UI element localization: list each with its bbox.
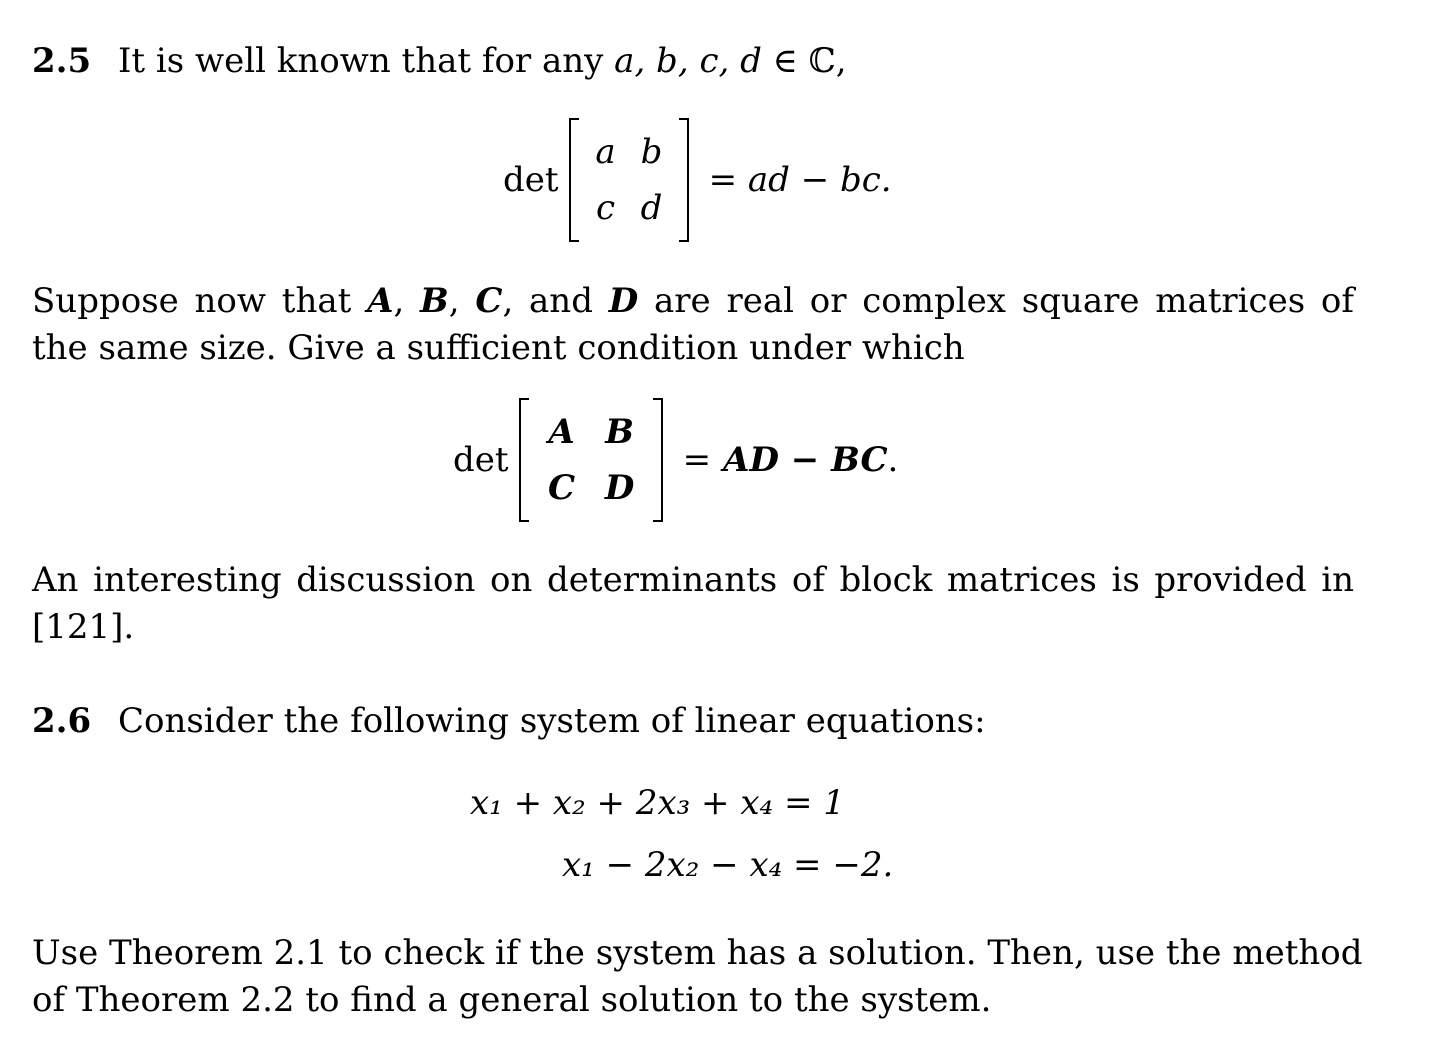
equation-row: x₁ − 2x₂ − x₄ = −2.: [562, 845, 894, 885]
text-span: , and: [502, 281, 593, 321]
det-label: det: [503, 159, 559, 200]
right-bracket: [653, 398, 663, 522]
block-matrix: [519, 404, 663, 516]
paragraph-line: [32, 278, 1354, 325]
equation-row: x₁ + x₂ + 2x₃ + x₄ = 1: [470, 783, 845, 823]
intro-variables: a, b, c, d: [614, 41, 762, 81]
determinant-equation-block: [453, 404, 898, 516]
matrix-symbol: C: [475, 281, 503, 321]
intro-set: ∈ ℂ,: [772, 41, 847, 81]
equation-rhs: AD − BC: [723, 439, 888, 480]
text-span: are real or complex square matrices of: [654, 281, 1354, 321]
left-bracket: [519, 398, 529, 522]
citation-line: [121].: [32, 607, 135, 647]
matrix-entry: d: [640, 187, 663, 228]
matrix-entry: a: [595, 131, 616, 172]
paragraph-line: of Theorem 2.2 to find a general solution to the system.: [32, 980, 992, 1020]
text-span: Suppose now that: [32, 281, 352, 321]
matrix-entry: C: [548, 467, 576, 508]
left-bracket: [569, 118, 579, 242]
matrix-entry: b: [640, 131, 663, 172]
determinant-equation-scalar: [503, 124, 904, 236]
problem-number: 2.6: [32, 701, 92, 741]
intro-text: Consider the following system of linear equations:: [117, 701, 986, 741]
det-label: det: [453, 439, 509, 480]
matrix-entry: c: [596, 187, 616, 228]
matrix-symbol: A: [367, 281, 394, 321]
paragraph-line: An interesting discussion on determinants of block matrices is provided in: [32, 560, 1354, 600]
scalar-matrix: [569, 124, 689, 236]
matrix-entry: A: [548, 411, 575, 452]
equation-rhs: = ad − bc.: [708, 159, 892, 200]
problem-number: 2.5: [32, 41, 92, 81]
equation-system: [470, 780, 894, 904]
matrix-symbol: B: [420, 281, 449, 321]
right-bracket: [679, 118, 689, 242]
text-span: ,: [393, 281, 405, 321]
problem-2-5-intro: [32, 38, 847, 85]
matrix-entry: B: [605, 411, 634, 452]
matrix-entry: D: [604, 467, 635, 508]
paragraph-line: the same size. Give a sufficient condition under which: [32, 328, 965, 368]
intro-text: It is well known that for any: [117, 41, 604, 81]
paragraph-line: Use Theorem 2.1 to check if the system has a solution. Then, use the method: [32, 933, 1363, 973]
problem-2-6-intro: [32, 698, 986, 745]
matrix-symbol: D: [608, 281, 639, 321]
text-span: ,: [448, 281, 460, 321]
equals-sign: =: [682, 439, 712, 480]
equation-period: .: [887, 439, 899, 480]
